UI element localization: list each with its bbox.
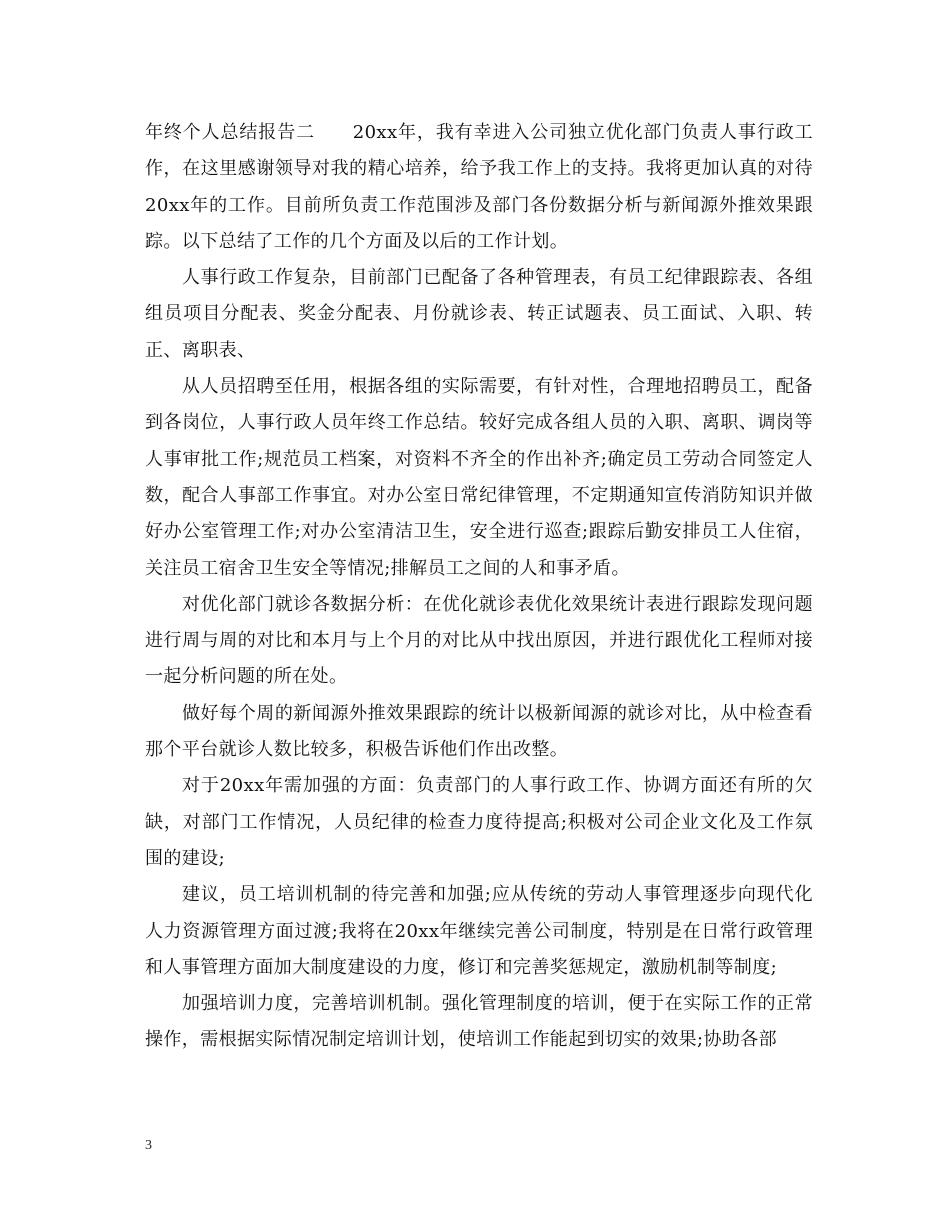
page-number: 3 [145,1138,152,1153]
paragraph-improvements: 对于20xx年需加强的方面：负责部门的人事行政工作、协调方面还有所的欠缺，对部门工作情况，人员纪律的检查力度待提高;积极对公司企业文化及工作氛围的建设; [145,775,813,869]
paragraph-suggestions: 建议，员工培训机制的待完善和加强;应从传统的劳动人事管理逐步向现代化人力资源管理方面过渡;我将在20xx年继续完善公司制度，特别是在日常行政管理和人事管理方面加大制度建设的力度，修订和完善奖惩规定，激励机制等制度; [145,884,813,978]
paragraph-admin-forms: 人事行政工作复杂，目前部门已配备了各种管理表，有员工纪律跟踪表、各组组员项目分配表、奖金分配表、月份就诊表、转正试题表、员工面试、入职、转正、离职表、 [145,267,813,361]
paragraph-intro: 年终个人总结报告二 20xx年，我有幸进入公司独立优化部门负责人事行政工作，在这里感谢领导对我的精心培养，给予我工作上的支持。我将更加认真的对待20xx年的工作。目前所负责工作范围涉及部门各份数据分析与新闻源外推效果跟踪。以下总结了工作的几个方面及以后的工作计划。 [145,122,813,252]
document-body [145,115,813,1059]
paragraph-news-tracking: 做好每个周的新闻源外推效果跟踪的统计以极新闻源的就诊对比，从中检查看那个平台就诊人数比较多，积极告诉他们作出改整。 [145,702,813,761]
paragraph-recruitment: 从人员招聘至任用，根据各组的实际需要，有针对性，合理地招聘员工，配备到各岗位，人事行政人员年终工作总结。较好完成各组人员的入职、离职、调岗等人事审批工作;规范员工档案，对资料不齐全的作出补齐;确定员工劳动合同签定人数，配合人事部工作事宜。对办公室日常纪律管理，不定期通知宣传消防知识并做好办公室管理工作;对办公室清洁卫生，安全进行巡查;跟踪后勤安排员工人住宿，关注员工宿舍卫生安全等情况;排解员工之间的人和事矛盾。 [145,376,813,579]
paragraph-training: 加强培训力度，完善培训机制。强化管理制度的培训，便于在实际工作的正常操作，需根据实际情况制定培训计划，使培训工作能起到切实的效果;协助各部 [145,993,813,1051]
paragraph-data-analysis: 对优化部门就诊各数据分析：在优化就诊表优化效果统计表进行跟踪发现问题进行周与周的对比和本月与上个月的对比从中找出原因，并进行跟优化工程师对接一起分析问题的所在处。 [145,593,813,688]
